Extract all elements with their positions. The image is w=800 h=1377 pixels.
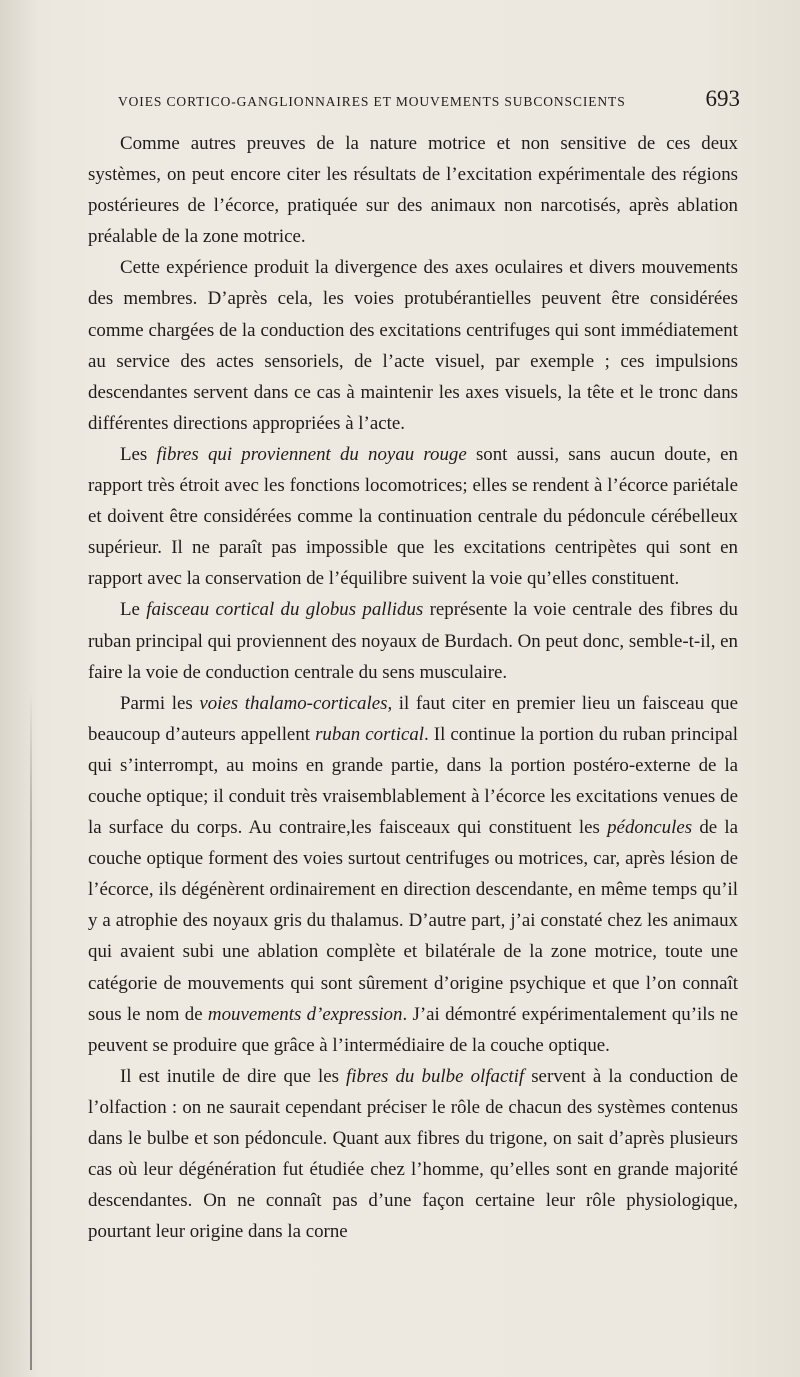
page-header <box>88 84 740 124</box>
italic-term: voies thalamo-corticales <box>199 692 388 714</box>
text-run: Il est inutile de dire que les <box>120 1065 347 1087</box>
italic-term: pédoncules <box>607 817 693 839</box>
text-run: . Il continue la portion du ruban principal qui s’interrompt, au moins en grande partie, dans la portion postéro-externe de la couche optique; il conduit très vraisemblablement à l’écorce les excitations venues de la surface du corps. Au contraire,les faisceaux qui constituent les <box>88 723 738 839</box>
text-run: de la couche optique forment des voies surtout centrifuges ou motrices, car, après lésion de l’écorce, ils dégénèrent ordinairement en direction descendante, en même temps qu’il y a atrophie des noyaux gris du thalamus. D’autre part, j’ai constaté chez les animaux qui avaient subi une ablation complète et bilatérale de la zone motrice, toute une catégorie de mouvements qui sont sûrement d’origine psychique et que l’on connaît sous le nom de <box>88 817 738 1025</box>
paragraph-4 <box>88 594 738 687</box>
italic-term: ruban cortical <box>315 723 425 745</box>
italic-term: fibres du bulbe olfactif <box>346 1065 525 1087</box>
paragraph-5 <box>88 688 738 1061</box>
paragraph-1 <box>88 128 738 252</box>
gutter-shadow <box>30 690 32 1370</box>
italic-term: fibres qui proviennent du noyau rouge <box>156 443 467 465</box>
paragraph-3 <box>88 439 738 594</box>
text-run: servent à la conduction de l’olfaction : on ne saurait cependant préciser le rôle de chacun des systèmes contenus dans le bulbe et son pédoncule. Quant aux fibres du trigone, on sait d’après plusieurs cas où leur dégénération fut étudiée chez l’homme, qu’elles sont en grande majorité descendantes. On ne connaît pas d’une façon certaine leur rôle physiologique, pourtant leur origine dans la corne <box>88 1065 738 1243</box>
body-text <box>88 128 738 1247</box>
text-run: Cette expérience produit la divergence des axes oculaires et divers mouvements des membres. D’après cela, les voies protubérantielles peuvent être considérées comme chargées de la conduction des excitations centrifuges qui sont immédiatement au service des actes sensoriels, de l’acte visuel, par exemple ; ces impulsions descendantes servent dans ce cas à maintenir les axes visuels, la tête et le tronc dans différentes directions appropriées à l’acte. <box>88 257 738 434</box>
text-run: . J’ai démontré expérimentalement qu’ils ne peuvent se produire que grâce à l’intermédiaire de la couche optique. <box>88 1003 738 1056</box>
page-number: 693 <box>705 86 740 111</box>
paragraph-2 <box>88 252 738 439</box>
text-run: Le <box>120 599 147 621</box>
italic-term: mouvements d’expression <box>207 1003 403 1025</box>
text-run: , il faut citer en premier lieu un faisceau que beaucoup d’auteurs appellent <box>88 692 738 745</box>
text-run: Parmi les <box>120 692 200 714</box>
text-run: Comme autres preuves de la nature motrice et non sensitive de ces deux systèmes, on peut encore citer les résultats de l’excitation expérimentale des régions postérieures de l’écorce, pratiquée sur des animaux non narcotisés, après ablation préalable de la zone motrice. <box>88 133 738 248</box>
italic-term: faisceau cortical du globus pallidus <box>146 599 424 621</box>
text-run: Les <box>120 443 157 465</box>
text-run: représente la voie centrale des fibres du ruban principal qui proviennent des noyaux de Burdach. On peut donc, semble-t-il, en faire la voie de conduction centrale du sens musculaire. <box>88 599 738 683</box>
running-head: VOIES CORTICO-GANGLIONNAIRES ET MOUVEMENTS SUBCONSCIENTS <box>118 94 626 109</box>
text-run: sont aussi, sans aucun doute, en rapport très étroit avec les fonctions locomotrices; elles se rendent à l’écorce pariétale et doivent être considérées comme la continuation centrale du pédoncule cérébelleux supérieur. Il ne paraît pas impossible que les excitations centripètes qui sont en rapport avec la conservation de l’équilibre suivent la voie qu’elles constituent. <box>88 443 738 590</box>
paragraph-6 <box>88 1061 738 1248</box>
